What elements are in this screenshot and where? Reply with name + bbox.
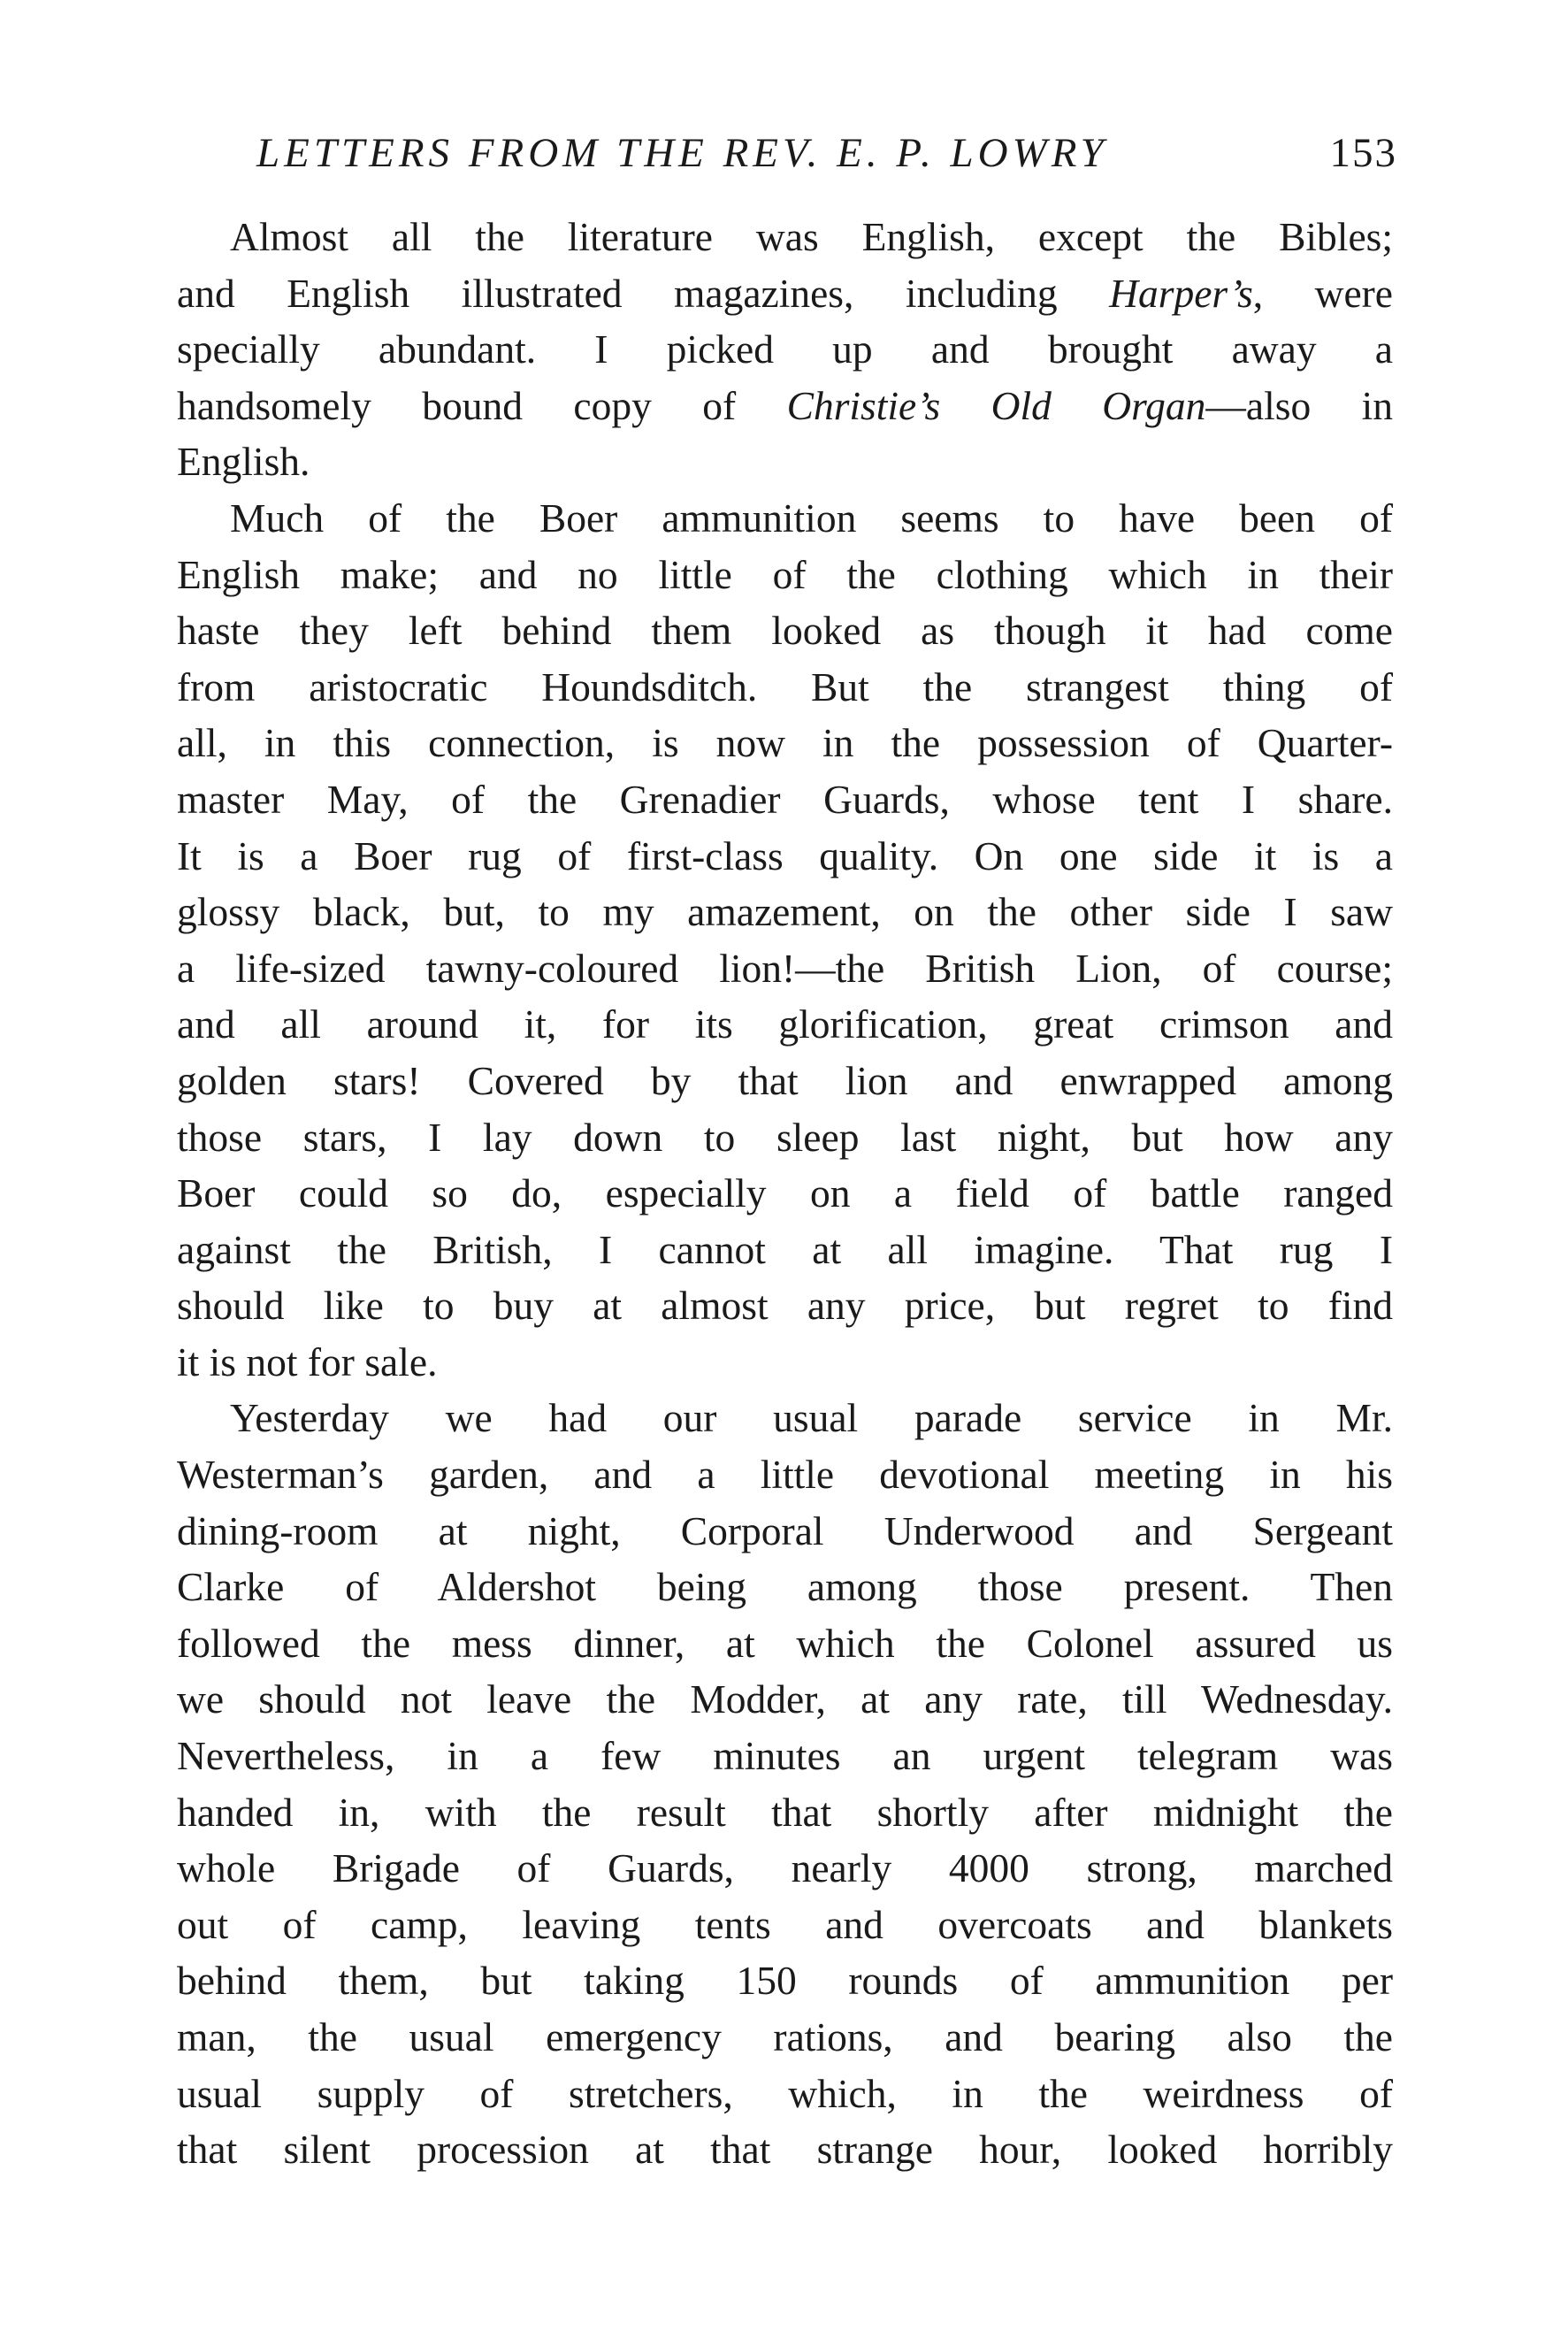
text-line: Much of the Boer ammunition seems to have been of [230, 495, 1393, 541]
paragraph-2 [177, 490, 1393, 1391]
paragraph-3 [177, 1390, 1393, 2177]
running-title: LETTERS FROM THE REV. E. P. LOWRY [256, 130, 1108, 176]
text-line: followed the mess dinner, at which the Colonel assured us [177, 1620, 1393, 1666]
text-line: dining-room at night, Corporal Underwood and Sergeant [177, 1507, 1393, 1553]
text-line: man, the usual emergency rations, and bearing also the [177, 2014, 1393, 2059]
text-line: it is not for sale. [177, 1338, 438, 1384]
text-line: specially abundant. I picked up and brought away a [177, 326, 1393, 372]
text-line: English make; and no little of the clothing which in their [177, 551, 1393, 597]
text-line: handed in, with the result that shortly after midnight the [177, 1789, 1393, 1835]
text-line: out of camp, leaving tents and overcoats and blankets [177, 1901, 1393, 1947]
text-line: haste they left behind them looked as though it had come [177, 608, 1393, 654]
text-line: Nevertheless, in a few minutes an urgent telegram was [177, 1733, 1393, 1779]
body-text [177, 209, 1393, 2178]
text-line: should like to buy at almost any price, but regret to find [177, 1283, 1393, 1329]
text-line: Westerman’s garden, and a little devotional meeting in his [177, 1452, 1393, 1498]
text-line: glossy black, but, to my amazement, on the other side I saw [177, 889, 1393, 935]
text-line: handsomely bound copy of Christie’s Old Organ—also in [177, 382, 1393, 428]
text-line: we should not leave the Modder, at any rate, till Wednesday. [177, 1676, 1393, 1722]
text-line: Yesterday we had our usual parade service in Mr. [230, 1395, 1393, 1441]
text-line: master May, of the Grenadier Guards, whose tent I share. [177, 776, 1393, 822]
text-line: Boer could so do, especially on a field of battle ranged [177, 1170, 1393, 1216]
text-line: English. [177, 439, 310, 485]
italic-title: Harper’s [1109, 270, 1253, 316]
text-line: that silent procession at that strange hour, looked horribly [177, 2127, 1393, 2173]
page-number: 153 [1329, 130, 1397, 176]
italic-title: Christie’s Old Organ [786, 382, 1206, 428]
text-line: golden stars! Covered by that lion and enwrapped among [177, 1057, 1393, 1103]
text-line: Clarke of Aldershot being among those present. Then [177, 1564, 1393, 1610]
text-line: a life-sized tawny-coloured lion!—the British Lion, of course; [177, 945, 1393, 991]
text-line: those stars, I lay down to sleep last night, but how any [177, 1114, 1393, 1160]
paragraph-1 [177, 209, 1393, 490]
text-line: and English illustrated magazines, including Harper’s, were [177, 270, 1393, 316]
text-line: Almost all the literature was English, except the Bibles; [230, 214, 1393, 259]
text-line: from aristocratic Houndsditch. But the strangest thing of [177, 663, 1393, 709]
page-header [256, 122, 1397, 184]
text-line: behind them, but taking 150 rounds of ammunition per [177, 1958, 1393, 2004]
text-line: against the British, I cannot at all imagine. That rug I [177, 1226, 1393, 1272]
text-line: usual supply of stretchers, which, in the weirdness of [177, 2070, 1393, 2116]
text-line: and all around it, for its glorification, great crimson and [177, 1001, 1393, 1047]
text-line: It is a Boer rug of first-class quality. On one side it is a [177, 832, 1393, 878]
text-line: all, in this connection, is now in the possession of Quarter- [177, 720, 1393, 766]
text-line: whole Brigade of Guards, nearly 4000 strong, marched [177, 1845, 1393, 1891]
